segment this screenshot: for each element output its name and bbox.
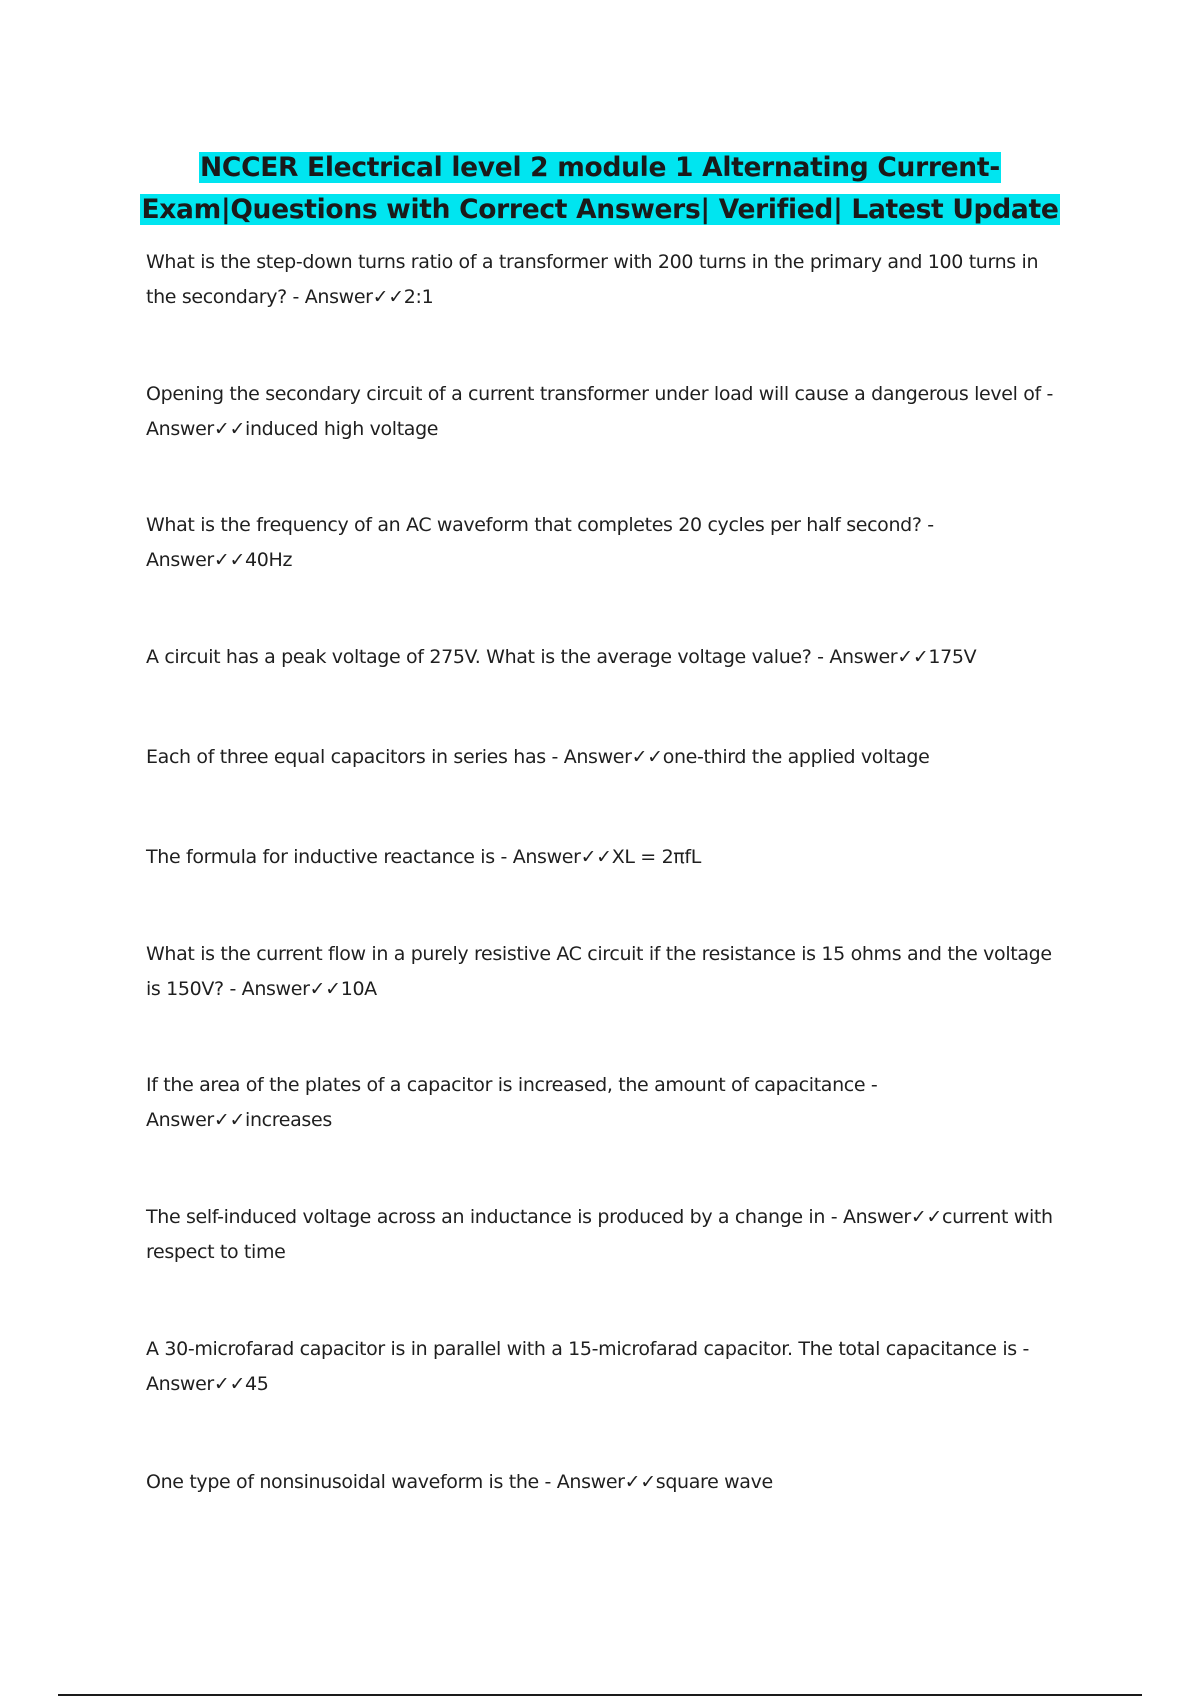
answer-text: 40Hz: [245, 549, 293, 571]
answer-text: 2:1: [403, 286, 434, 308]
qa-item: [146, 937, 1066, 1007]
qa-item: [146, 1200, 1066, 1270]
answer-text: XL = 2πfL: [611, 846, 701, 868]
answer-marker: Answer✓✓: [563, 746, 663, 768]
qa-item: [146, 508, 1066, 578]
question-text: What is the frequency of an AC waveform that completes 20 cycles per half second? -: [146, 514, 934, 536]
question-text: A circuit has a peak voltage of 275V. What is the average voltage value? -: [146, 646, 824, 668]
answer-marker: Answer✓✓: [146, 549, 246, 571]
document-title: [0, 147, 1200, 231]
qa-item: [146, 1465, 1066, 1500]
title-line-2: Exam|Questions with Correct Answers| Verified| Latest Update: [141, 194, 1059, 225]
question-text: A 30-microfarad capacitor is in parallel with a 15-microfarad capacitor. The total capacitance is -: [146, 1338, 1030, 1360]
answer-text: square wave: [655, 1471, 773, 1493]
question-text: If the area of the plates of a capacitor is increased, the amount of capacitance -: [146, 1074, 878, 1096]
answer-text: one-third the applied voltage: [662, 746, 930, 768]
qa-item: [146, 377, 1066, 447]
answer-marker: Answer✓✓: [829, 646, 929, 668]
footer-divider: [58, 1694, 1142, 1696]
answer-marker: Answer✓✓: [146, 1109, 246, 1131]
answer-text: increases: [245, 1109, 332, 1131]
answer-marker: Answer✓✓: [146, 418, 246, 440]
question-text: The formula for inductive reactance is -: [146, 846, 507, 868]
qa-item: [146, 245, 1066, 315]
answer-text: induced high voltage: [245, 418, 439, 440]
question-text: Opening the secondary circuit of a current transformer under load will cause a dangerous level of -: [146, 383, 1054, 405]
answer-marker: Answer✓✓: [842, 1206, 942, 1228]
question-text: The self-induced voltage across an inductance is produced by a change in -: [146, 1206, 838, 1228]
question-text: Each of three equal capacitors in series has -: [146, 746, 558, 768]
question-text: One type of nonsinusoidal waveform is the -: [146, 1471, 552, 1493]
qa-item: [146, 740, 1066, 775]
answer-text: 175V: [928, 646, 977, 668]
qa-item: [146, 840, 1066, 875]
qa-item: [146, 1068, 1066, 1138]
answer-marker: Answer✓✓: [241, 978, 341, 1000]
question-text: What is the current flow in a purely resistive AC circuit if the resistance is 15 ohms and the voltage is 150V? -: [146, 943, 1052, 1000]
answer-marker: Answer✓✓: [146, 1373, 246, 1395]
answer-marker: Answer✓✓: [556, 1471, 656, 1493]
qa-item: [146, 640, 1066, 675]
answer-marker: Answer✓✓: [512, 846, 612, 868]
answer-text: current with respect to time: [146, 1206, 1053, 1263]
answer-marker: Answer✓✓: [304, 286, 404, 308]
answer-text: 45: [245, 1373, 269, 1395]
title-line-1: NCCER Electrical level 2 module 1 Alternating Current-: [200, 152, 1000, 183]
question-text: What is the step-down turns ratio of a transformer with 200 turns in the primary and 100 turns in the secondary? -: [146, 251, 1039, 308]
qa-item: [146, 1332, 1066, 1402]
answer-text: 10A: [340, 978, 377, 1000]
